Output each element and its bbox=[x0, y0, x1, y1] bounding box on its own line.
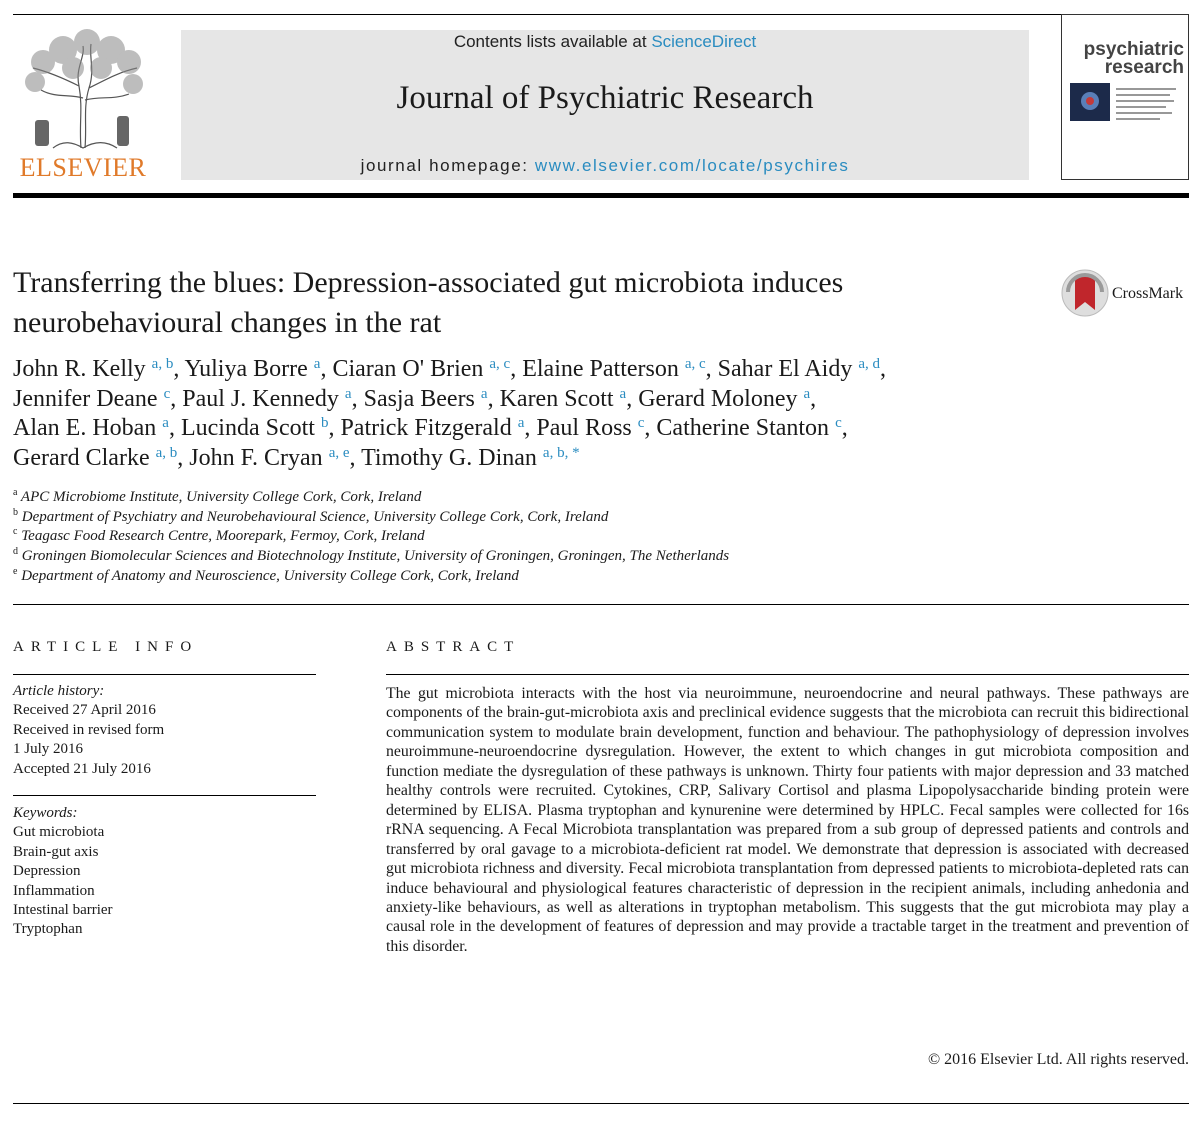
journal-banner bbox=[181, 30, 1029, 180]
sciencedirect-link[interactable]: ScienceDirect bbox=[651, 32, 757, 51]
keywords bbox=[13, 804, 316, 940]
contents-line bbox=[181, 32, 1029, 52]
author-name[interactable]: Paul Ross bbox=[536, 415, 632, 441]
homepage-prefix: journal homepage: bbox=[360, 156, 535, 175]
journal-title: Journal of Psychiatric Research bbox=[396, 80, 814, 116]
journal-cover-thumbnail[interactable] bbox=[1061, 14, 1189, 180]
crossmark-badge[interactable] bbox=[1060, 268, 1110, 323]
affiliation-item bbox=[13, 488, 913, 508]
author-affiliation-marks[interactable]: a, b, * bbox=[542, 444, 580, 461]
keyword-entries bbox=[13, 823, 316, 939]
affiliation-text: Groningen Biomolecular Sciences and Biotechnology Institute, University of Groningen, Groningen, The Netherlands bbox=[18, 548, 730, 565]
keyword-item: Gut microbiota bbox=[13, 824, 105, 841]
author-name[interactable]: Patrick Fitzgerald bbox=[340, 415, 512, 441]
footer-rule bbox=[13, 1103, 1189, 1104]
author-affiliation-marks[interactable]: c bbox=[835, 415, 842, 431]
author-affiliation-marks[interactable]: a, b bbox=[155, 444, 178, 461]
abstract-heading: ABSTRACT bbox=[386, 639, 521, 655]
crossmark-label[interactable]: CrossMark bbox=[1112, 285, 1184, 302]
affiliation-text: Teagasc Food Research Centre, Moorepark, Fermoy, Cork, Ireland bbox=[17, 528, 425, 545]
author-affiliation-marks[interactable]: a bbox=[619, 385, 627, 402]
affiliation-item bbox=[13, 547, 913, 567]
cover-brain-image-icon bbox=[1070, 83, 1180, 143]
author-affiliation-marks[interactable]: a, b bbox=[151, 356, 174, 372]
affiliation-item bbox=[13, 508, 913, 528]
history-entries bbox=[13, 701, 316, 779]
affiliation-mark: b bbox=[13, 506, 18, 518]
author-name[interactable]: Paul J. Kennedy bbox=[182, 385, 339, 412]
affiliation-item bbox=[13, 527, 913, 547]
author-affiliation-marks[interactable]: a bbox=[313, 356, 321, 372]
affiliation-list bbox=[13, 488, 913, 587]
author-name[interactable]: Alan E. Hoban bbox=[13, 415, 157, 441]
contents-prefix: Contents lists available at bbox=[453, 32, 652, 51]
article-info-rule bbox=[13, 674, 316, 675]
crossmark-icon bbox=[1060, 268, 1110, 318]
author-name[interactable]: Sahar El Aidy bbox=[717, 356, 853, 382]
author-affiliation-marks[interactable]: a bbox=[162, 415, 169, 431]
affiliation-text: Department of Psychiatry and Neurobehavioural Science, University College Cork, Cork, Ireland bbox=[18, 508, 609, 525]
affiliation-text: Department of Anatomy and Neuroscience, University College Cork, Cork, Ireland bbox=[17, 567, 519, 584]
author-name[interactable]: John F. Cryan bbox=[189, 444, 323, 471]
author-name[interactable]: Jennifer Deane bbox=[13, 385, 158, 412]
affiliation-text: APC Microbiome Institute, University College Cork, Cork, Ireland bbox=[17, 489, 422, 505]
keyword-item: Tryptophan bbox=[13, 921, 83, 938]
history-item: Accepted 21 July 2016 bbox=[13, 760, 151, 777]
author-name[interactable]: Elaine Patterson bbox=[522, 356, 679, 382]
author-name[interactable]: Sasja Beers bbox=[363, 385, 475, 412]
history-rule bbox=[13, 795, 316, 796]
author-affiliation-marks[interactable]: b bbox=[320, 415, 329, 431]
affiliation-mark: a bbox=[13, 487, 18, 498]
author-affiliation-marks[interactable]: a, d bbox=[858, 356, 880, 372]
article-info-heading: ARTICLE INFO bbox=[13, 639, 199, 655]
affiliation-mark: d bbox=[13, 546, 18, 558]
affiliation-rule bbox=[13, 604, 1189, 605]
author-list: John R. Kelly $^{a, b}$, Yuliya Borre $^a$, Ciaran O' Brien $^{a, c}$, Elaine Patterson $^{a, c}$, Sahar El Aidy $^{a, d}$, Jennifer Deane $^c$, Paul J. Kennedy $^a$, Sasja Beers $^a$, Karen Scott $^a$, Gerard Moloney $^a$, Alan E. Hoban $^a$, Lucinda Scott $^b$, Patrick Fitzgerald $^a$, Paul Ross $^c$, Catherine Stanton $^c$, Gerard Clarke $^{a, b}$, John F. Cryan $^{a, e}$, Timothy G. Dinan $^{a, b, *}$ bbox=[13, 356, 886, 471]
elsevier-tree-logo[interactable] bbox=[13, 28, 153, 152]
header-top-rule bbox=[13, 14, 1189, 15]
author-affiliation-marks[interactable]: a, c bbox=[489, 356, 511, 372]
copyright-notice: © 2016 Elsevier Ltd. All rights reserved. bbox=[928, 1051, 1189, 1068]
author-name[interactable]: Yuliya Borre bbox=[184, 356, 308, 382]
author-affiliation-marks[interactable]: a bbox=[480, 385, 488, 402]
affiliation-mark: c bbox=[13, 526, 18, 538]
cover-title bbox=[1068, 41, 1184, 77]
author-name[interactable]: Ciaran O' Brien bbox=[332, 356, 484, 382]
history-label: Article history: bbox=[13, 683, 105, 699]
author-name[interactable]: Lucinda Scott bbox=[180, 415, 315, 441]
author-affiliation-marks[interactable]: c bbox=[163, 385, 171, 402]
history-item: Received in revised form bbox=[13, 721, 165, 738]
elsevier-wordmark[interactable]: ELSEVIER bbox=[19, 153, 147, 182]
article-title: Transferring the blues: Depression-associated gut microbiota induces neurobehavioural changes in the rat bbox=[13, 266, 844, 339]
cover-title-line2: research bbox=[1104, 57, 1184, 78]
author-affiliation-marks[interactable]: a, e bbox=[328, 444, 350, 461]
affiliation-item bbox=[13, 567, 913, 587]
author-name[interactable]: Gerard Moloney bbox=[638, 385, 798, 412]
homepage-line bbox=[181, 156, 1029, 176]
affiliation-mark: e bbox=[13, 565, 18, 577]
keyword-item: Inflammation bbox=[13, 882, 95, 899]
author-affiliation-marks[interactable]: a, c bbox=[684, 356, 706, 372]
abstract-text: The gut microbiota interacts with the host via neuroimmune, neuroendocrine and neural pathways. These pathways are components of the brain-gut-microbiota axis and preclinical evidence suggests that the microbiota can recruit this bidirectional communication system to modulate brain development, function and behaviour. The pathophysiology of depression involves neuroimmune-neuroendocrine dysregulation. However, the extent to which changes in gut microbiota composition and function mediate the dysregulation of these pathways is unknown. Thirty four patients with major depression and 33 matched healthy controls were recruited. Cytokines, CRP, Salivary Cortisol and plasma Lipopolysaccharide binding protein were determined by ELISA. Plasma tryptophan and kynurenine were determined by HPLC. Fecal samples were collected for 16s rRNA sequencing. A Fecal Microbiota transplantation was prepared from a sub group of depressed patients and controls and transferred by oral gavage to a microbiota-deficient rat model. We demonstrate that depression is associated with decreased gut microbiota richness and diversity. Fecal microbiota transplantation from depressed patients to microbiota-depleted rats can induce behavioural and physiological features characteristic of depression in the recipient animals, including anhedonia and anxiety-like behaviours, as well as alterations in tryptophan metabolism. This suggests that the gut microbiota may play a causal role in the development of features of depression and may provide a tractable target in the treatment and prevention of this disorder. bbox=[386, 685, 1189, 955]
author-affiliation-marks[interactable]: a bbox=[344, 385, 352, 402]
author-name[interactable]: John R. Kelly bbox=[13, 356, 146, 382]
author-affiliation-marks[interactable]: a bbox=[803, 385, 811, 402]
header-bottom-rule bbox=[13, 193, 1189, 198]
elsevier-tree-icon bbox=[13, 28, 153, 152]
history-item: 1 July 2016 bbox=[13, 741, 84, 758]
author-name[interactable]: Timothy G. Dinan bbox=[361, 444, 537, 471]
author-affiliation-marks[interactable]: c bbox=[637, 415, 645, 431]
homepage-link[interactable]: www.elsevier.com/locate/psychires bbox=[534, 156, 850, 175]
keyword-item: Depression bbox=[13, 863, 81, 880]
keyword-item: Brain-gut axis bbox=[13, 843, 99, 860]
author-affiliation-marks[interactable]: a bbox=[517, 415, 525, 431]
cover-title-line1: psychiatric bbox=[1083, 39, 1184, 60]
author-name[interactable]: Catherine Stanton bbox=[656, 415, 830, 441]
keywords-label: Keywords: bbox=[13, 805, 78, 821]
author-name[interactable]: Karen Scott bbox=[499, 385, 614, 412]
author-name[interactable]: Gerard Clarke bbox=[13, 444, 150, 471]
history-item: Received 27 April 2016 bbox=[13, 702, 156, 719]
abstract-rule bbox=[386, 674, 1189, 675]
keyword-item: Intestinal barrier bbox=[13, 902, 113, 919]
article-history bbox=[13, 682, 316, 779]
